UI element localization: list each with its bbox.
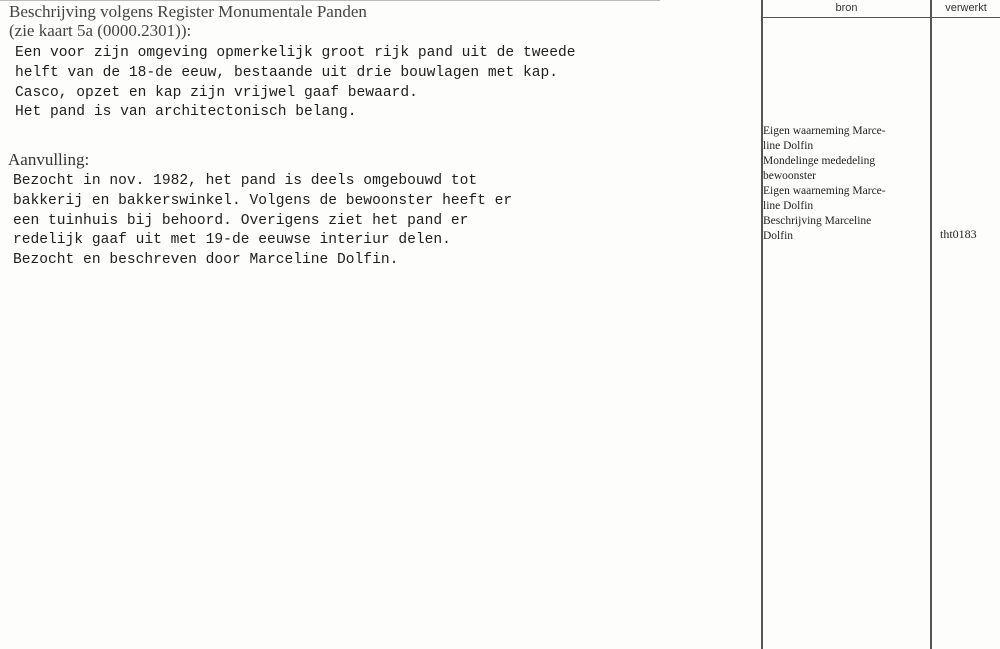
supplement-heading: Aanvulling: [8,150,90,169]
description-line: Een voor zijn omgeving opmerkelijk groot rijk pand uit de tweede [15,45,576,61]
source-line: line Dolfin [763,140,814,152]
sources-list [763,124,931,244]
supplement-line: bakkerij en bakkerswinkel. Volgens de bewoonster heeft er [13,192,513,209]
source-line: Eigen waarneming Marce- [763,185,886,197]
top-rule [0,0,660,1]
description-line: Casco, opzet en kap zijn vrijwel gaaf bewaard. [15,84,418,101]
column-header-verwerkt: verwerkt [945,2,987,14]
processed-code: tht0183 [940,227,977,241]
source-line: Mondelinge mededeling [763,155,876,167]
column-divider-bron [761,0,763,649]
supplement-line: een tuinhuis bij behoord. Overigens ziet het pand er [13,212,469,229]
source-line: bewoonster [763,170,817,182]
source-line: Dolfin [763,230,794,242]
supplement-text [13,172,512,271]
source-line: line Dolfin [763,200,814,212]
description-line: Het pand is van architectonisch belang. [15,104,357,121]
column-header-bron: bron [835,2,858,14]
supplement-line: Bezocht in nov. 1982, het pand is deels omgebouwd tot [13,173,478,189]
title-line-2: (zie kaart 5a (0000.2301)): [9,21,192,40]
source-line: Beschrijving Marceline [763,215,872,227]
supplement-line: redelijk gaaf uit met 19-de eeuwse interiur delen. [13,232,451,249]
title-line-1: Beschrijving volgens Register Monumentale Panden [9,2,367,21]
description-line: helft van de 18-de eeuw, bestaande uit drie bouwlagen met kap. [15,64,558,81]
header-rule [762,17,1000,18]
source-line: Eigen waarneming Marce- [763,125,886,137]
supplement-line: Bezocht en beschreven door Marceline Dolfin. [13,252,399,269]
column-divider-verwerkt [930,0,932,649]
description-text [15,44,576,123]
description-title [9,2,367,40]
